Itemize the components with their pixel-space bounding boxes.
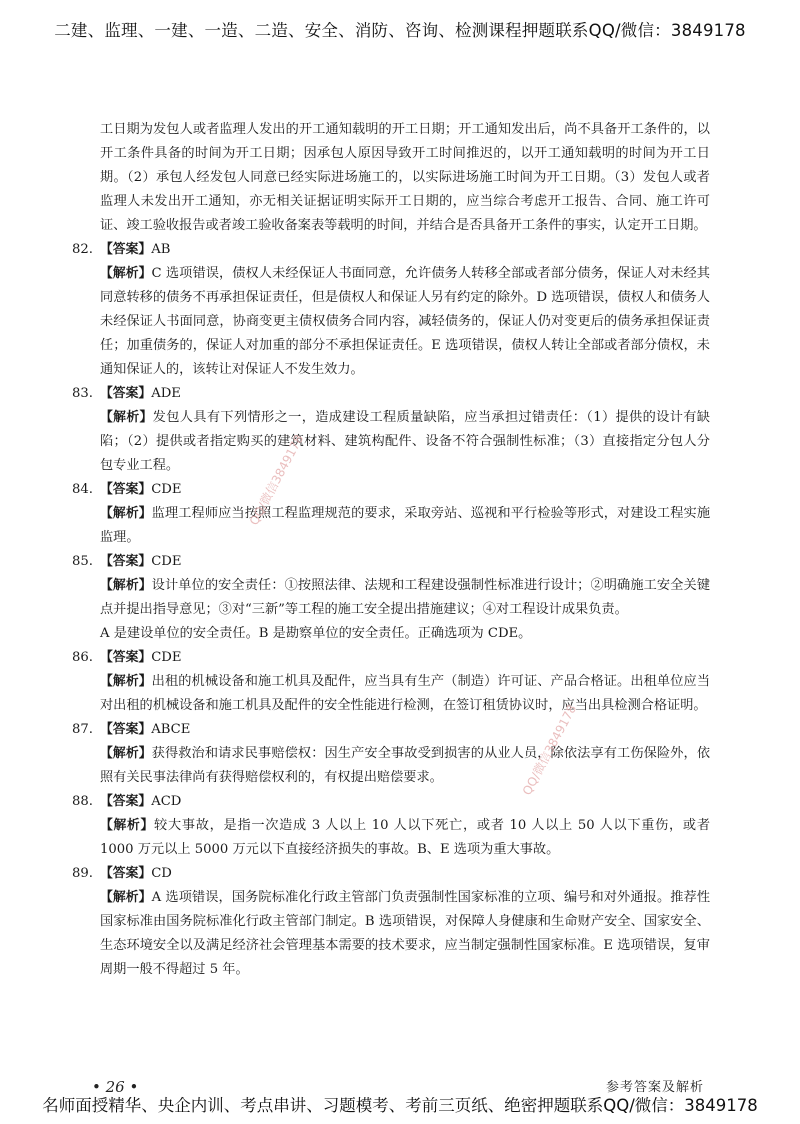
- item-number: 85.: [72, 554, 93, 569]
- answer-value: AB: [151, 242, 171, 257]
- analysis-paragraph-85: [100, 574, 710, 622]
- watermark-stamp: QQ/微信3849178: [246, 432, 307, 528]
- answer-label: 【答案】: [100, 866, 152, 881]
- analysis-label: 【解析】: [100, 818, 155, 833]
- answer-line-83: [72, 382, 710, 406]
- answer-value: ABCE: [151, 722, 191, 737]
- analysis-paragraph-83: [100, 406, 710, 478]
- answer-label: 【答案】: [100, 242, 152, 257]
- analysis-text: 设计单位的安全责任：①按照法律、法规和工程建设强制性标准进行设计；②明确施工安全关键点并提出指导意见；③对“三新”等工程的施工安全提出措施建议；④对工程设计成果负责。: [100, 578, 711, 617]
- document-body: [72, 118, 711, 982]
- analysis-text: 较大事故，是指一次造成 3 人以上 10 人以下死亡，或者 10 人以上 50 人以下重伤，或者 1000 万元以上 5000 万元以下直接经济损失的事故。B、E 选项为重大事故。: [100, 818, 711, 857]
- answer-label: 【答案】: [100, 794, 152, 809]
- answer-value: CDE: [151, 650, 182, 665]
- watermark-stamp: QQ/微信3849178: [519, 702, 580, 798]
- analysis-label: 【解析】: [100, 746, 152, 761]
- analysis-label: 【解析】: [100, 674, 152, 689]
- page-number: • 26 •: [92, 1078, 139, 1096]
- answer-label: 【答案】: [100, 554, 152, 569]
- item-number: 84.: [72, 482, 93, 497]
- analysis-text: 获得救治和请求民事赔偿权：因生产安全事故受到损害的从业人员，除依法享有工伤保险外，依照有关民事法律尚有获得赔偿权利的，有权提出赔偿要求。: [100, 746, 711, 785]
- item-number: 86.: [72, 650, 93, 665]
- analysis-label: 【解析】: [100, 578, 152, 593]
- analysis-paragraph-84: [100, 502, 710, 550]
- answer-label: 【答案】: [100, 482, 152, 497]
- item-number: 88.: [72, 794, 93, 809]
- page-section-label: 参考答案及解析: [606, 1080, 705, 1095]
- analysis-label: 【解析】: [100, 266, 152, 281]
- page-header-banner: 二建、监理、一建、一造、二造、安全、消防、咨询、检测课程押题联系QQ/微信：3849178: [54, 21, 746, 40]
- item-number: 83.: [72, 386, 93, 401]
- analysis-text: A 选项错误，国务院标准化行政主管部门负责强制性国家标准的立项、编号和对外通报。推荐性国家标准由国务院标准化行政主管部门制定。B 选项错误，对保障人身健康和生命财产安全、国家安全、生态环境安全以及满足经济社会管理基本需要的技术要求，应当制定强制性国家标准。E 选项错误，复审周期一般不得超过 5 年。: [100, 890, 711, 977]
- answer-line-87: [72, 718, 710, 742]
- answer-line-84: [72, 478, 710, 502]
- answer-line-82: [72, 238, 710, 262]
- analysis-text: 出租的机械设备和施工机具及配件，应当具有生产（制造）许可证、产品合格证。出租单位应当对出租的机械设备和施工机具及配件的安全性能进行检测，在签订租赁协议时，应当出具检测合格证明。: [100, 674, 711, 713]
- analysis-text: 监理工程师应当按照工程监理规范的要求，采取旁站、巡视和平行检验等形式，对建设工程实施监理。: [100, 506, 711, 545]
- answer-value: CD: [151, 866, 172, 881]
- analysis-paragraph-87: [100, 742, 710, 790]
- analysis-label: 【解析】: [100, 506, 152, 521]
- analysis-text: 发包人具有下列情形之一，造成建设工程质量缺陷，应当承担过错责任：（1）提供的设计有缺陷；（2）提供或者指定购买的建筑材料、建筑构配件、设备不符合强制性标准；（3）直接指定分包人分包专业工程。: [100, 410, 710, 473]
- item-number: 82.: [72, 242, 93, 257]
- answer-line-86: [72, 646, 710, 670]
- answer-value: ADE: [151, 386, 181, 401]
- answer-line-88: [72, 790, 710, 814]
- analysis-label: 【解析】: [100, 410, 153, 425]
- analysis-paragraph-82: [100, 262, 710, 382]
- answer-label: 【答案】: [100, 650, 152, 665]
- analysis-continuation-85: A 是建设单位的安全责任。B 是勘察单位的安全责任。正确选项为 CDE。: [100, 626, 532, 641]
- page-footer-banner: 名师面授精华、央企内训、考点串讲、习题模考、考前三页纸、绝密押题联系QQ/微信：3849178: [42, 1096, 758, 1115]
- analysis-paragraph-86: [100, 670, 710, 718]
- answer-value: CDE: [151, 554, 182, 569]
- answer-label: 【答案】: [100, 386, 152, 401]
- answer-label: 【答案】: [100, 722, 152, 737]
- answer-value: CDE: [151, 482, 182, 497]
- answer-line-89: [72, 862, 710, 886]
- analysis-label: 【解析】: [100, 890, 152, 905]
- item-number: 89.: [72, 866, 93, 881]
- analysis-text: C 选项错误，债权人未经保证人书面同意，允许债务人转移全部或者部分债务，保证人对未经其同意转移的债务不再承担保证责任，但是债权人和保证人另有约定的除外。D 选项错误，债权人和债务人未经保证人书面同意，协商变更主债权债务合同内容，减轻债务的，保证人仍对变更后的债务承担保证责任；加重债务的，保证人对加重的部分不承担保证责任。E 选项错误，债权人转让全部或者部分债权，未通知保证人的，该转让对保证人不发生效力。: [100, 266, 710, 377]
- intro-paragraph: 工日期为发包人或者监理人发出的开工通知载明的开工日期；开工通知发出后，尚不具备开工条件的，以开工条件具备的时间为开工日期；因承包人原因导致开工时间推迟的，以开工通知载明的时间为开工日期。（2）承包人经发包人同意已经实际进场施工的，以实际进场施工时间为开工日期。（3）发包人或者监理人未发出开工通知，亦无相关证据证明实际开工日期的，应当综合考虑开工报告、合同、施工许可证、竣工验收报告或者竣工验收备案表等载明的时间，并结合是否具备开工条件的事实，认定开工日期。: [100, 122, 710, 233]
- analysis-paragraph-88: [100, 814, 710, 862]
- item-number: 87.: [72, 722, 93, 737]
- answer-value: ACD: [151, 794, 182, 809]
- answer-line-85: [72, 550, 710, 574]
- analysis-paragraph-89: [100, 886, 710, 982]
